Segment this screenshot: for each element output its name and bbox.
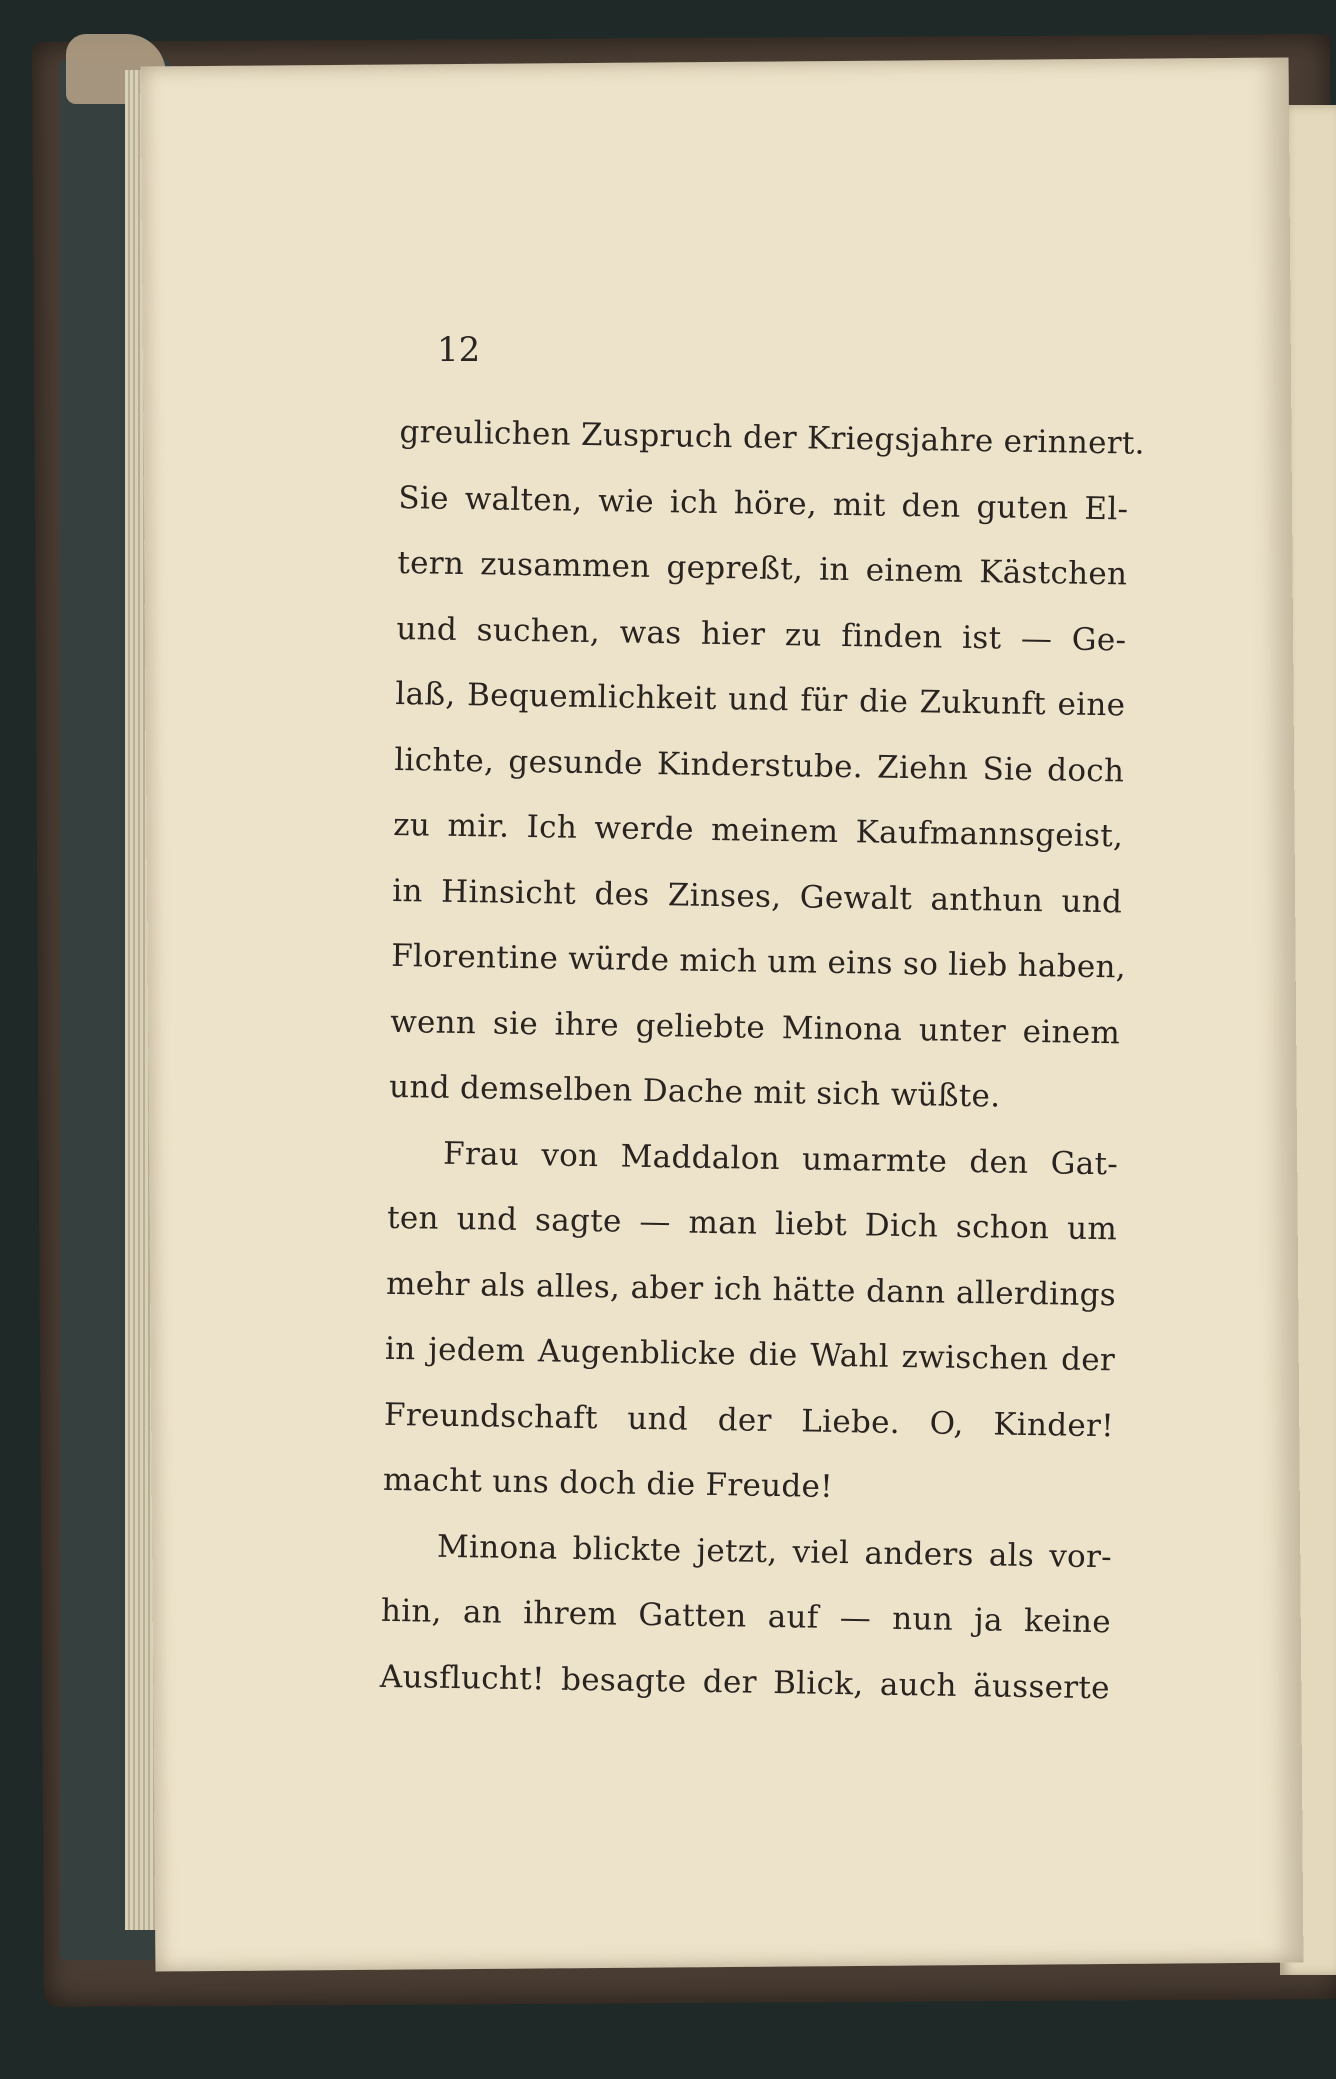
text-line: mehr als alles, aber ich hätte dann allerdings <box>385 1265 1117 1313</box>
text-line: Sie walten, wie ich höre, mit den guten El- <box>398 479 1129 527</box>
text-line: Freundschaft und der Liebe. O, Kinder! <box>383 1396 1115 1444</box>
text-line: und demselben Dache mit sich wüßte. <box>388 1068 1001 1115</box>
text-line: macht uns doch die Freude! <box>382 1461 834 1505</box>
text-line: laß, Bequemlichkeit und für die Zukunft eine <box>395 675 1126 724</box>
text-line: Florentine würde mich um eins so lieb haben, <box>390 937 1127 986</box>
text-line: tern zusammen gepreßt, in einem Kästchen <box>397 544 1128 593</box>
text-line: Ausflucht! besagte der Blick, auch äusserte <box>379 1658 1111 1706</box>
text-line: in jedem Augenblicke die Wahl zwischen der <box>384 1330 1116 1379</box>
text-line: wenn sie ihre geliebte Minona unter einem <box>389 1003 1121 1051</box>
text-line: greulichen Zuspruch der Kriegsjahre erinnert. <box>399 413 1146 462</box>
text-line: Minona blickte jetzt, viel anders als vor- <box>436 1528 1113 1575</box>
text-line: zu mir. Ich werde meinem Kaufmannsgeist, <box>393 806 1124 855</box>
text-line: hin, an ihrem Gatten auf — nun ja keine <box>380 1592 1112 1641</box>
text-line: Frau von Maddalon umarmte den Gat- <box>442 1135 1119 1182</box>
text-line: in Hinsicht des Zinses, Gewalt anthun und <box>392 872 1123 920</box>
text-line: ten und sagte — man liebt Dich schon um <box>386 1199 1118 1248</box>
body-text <box>379 400 1146 1721</box>
text-line: lichte, gesunde Kinderstube. Ziehn Sie doch <box>394 741 1125 789</box>
text-line: und suchen, was hier zu finden ist — Ge- <box>396 610 1127 658</box>
page-number: 12 <box>437 330 481 370</box>
